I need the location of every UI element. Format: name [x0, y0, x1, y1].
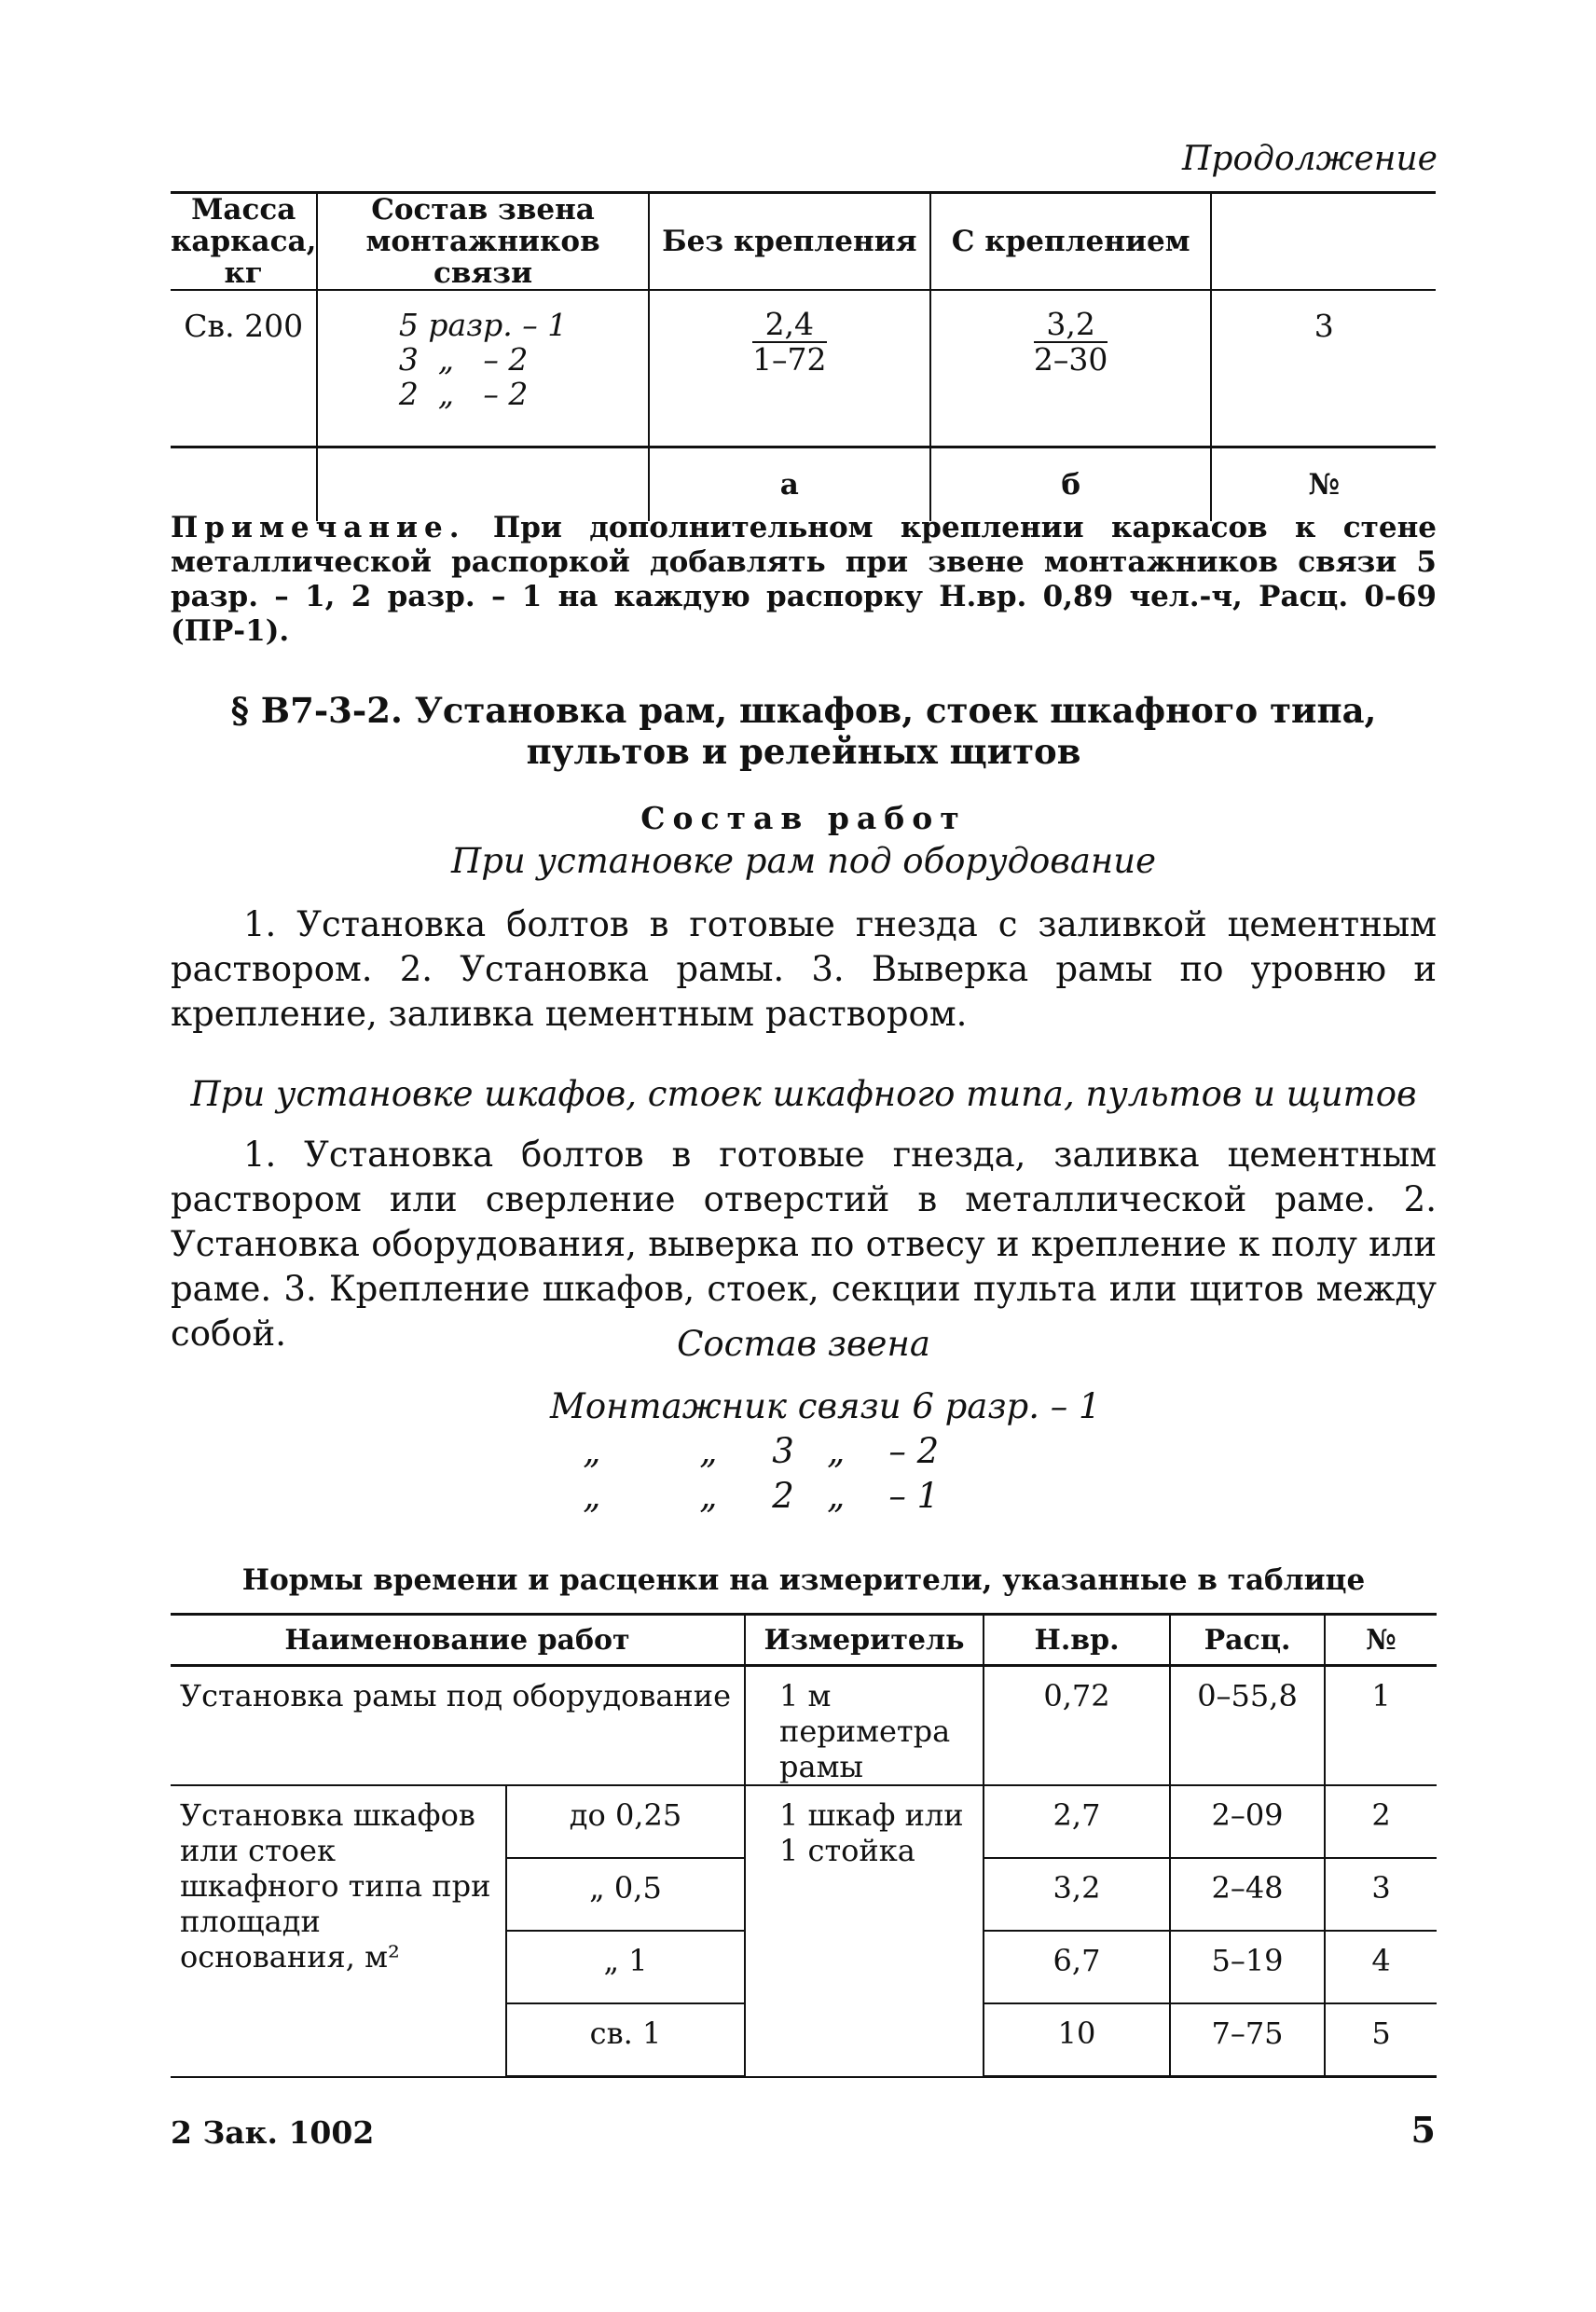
table-row [171, 1785, 1437, 1858]
crew-line: 2 „ – 2 [398, 376, 529, 412]
area: св. 1 [506, 2003, 745, 2077]
page-number: 5 [1410, 2109, 1436, 2151]
header-rate: Расц. [1170, 1615, 1325, 1666]
number: 2 [1325, 1785, 1437, 1858]
rate: 5–19 [1170, 1931, 1325, 2003]
crew-list [399, 308, 567, 411]
footer-col-b: б [930, 447, 1211, 522]
number: 4 [1325, 1931, 1437, 2003]
no-fix-cell [649, 290, 930, 447]
cabinets-heading: При установке шкафов, стоек шкафного типа, пультов и щитов [190, 1074, 1417, 1114]
crew-title: Состав звена [677, 1324, 930, 1364]
norms-table [171, 1613, 1437, 2078]
number: 1 [1325, 1666, 1437, 1786]
number: 5 [1325, 2003, 1437, 2077]
header-mass: Масса каркаса, кг [171, 193, 317, 290]
unit: 1 м периметра рамы [745, 1666, 984, 1786]
crew-cell [317, 290, 648, 447]
order-number: 2 Зак. 1002 [171, 2114, 375, 2151]
area: „ 1 [506, 1931, 745, 2003]
frames-text: 1. Установка болтов в готовые гнезда с заливкой цементным раствором. 2. Установка рамы. 3. Выверка рамы по уровню и крепление, заливка цементным раствором. [171, 904, 1437, 1034]
no-fix-rate: 1–72 [752, 341, 827, 378]
with-fix-time: 3,2 [1034, 308, 1108, 343]
table-row [171, 1666, 1437, 1786]
mass-value: Св. 200 [171, 290, 317, 447]
area: до 0,25 [506, 1785, 745, 1858]
crew-line: 5 разр. – 1 [398, 307, 568, 343]
header-number: № [1325, 1615, 1437, 1666]
time: 3,2 [984, 1858, 1170, 1931]
crew-member: „ „ 3 „ – 2 [550, 1431, 940, 1471]
section-title-line-1: § В7-3-2. Установка рам, шкафов, стоек шкафного типа, [230, 690, 1377, 731]
mass-table [171, 191, 1436, 521]
work-name: Установка шкафов или стоек шкафного типа при площади основания, м² [171, 1785, 506, 2077]
with-fix-fraction [1034, 308, 1108, 377]
note-label: Примечание. [171, 511, 466, 544]
row-number: 3 [1211, 290, 1436, 447]
mass-table-row [171, 290, 1436, 447]
section-title [171, 690, 1437, 772]
frames-heading: При установке рам под оборудование [450, 841, 1156, 881]
footer-col-a: а [649, 447, 930, 522]
rate: 0–55,8 [1170, 1666, 1325, 1786]
unit: 1 шкаф или 1 стойка [745, 1785, 984, 2077]
work-composition-heading: Состав работ [640, 800, 967, 836]
header-crew: Состав звена монтажников связи [317, 193, 648, 291]
time: 6,7 [984, 1931, 1170, 2003]
header-with-fix: С креплением [930, 193, 1211, 291]
rate: 7–75 [1170, 2003, 1325, 2077]
crew-member: „ „ 2 „ – 1 [550, 1476, 940, 1516]
header-empty [1211, 193, 1436, 291]
rate: 2–09 [1170, 1785, 1325, 1858]
crew-line: 3 „ – 2 [398, 341, 529, 378]
no-fix-time: 2,4 [752, 308, 827, 343]
continuation-label: Продолжение [1182, 140, 1438, 178]
time: 10 [984, 2003, 1170, 2077]
area: „ 0,5 [506, 1858, 745, 1931]
with-fix-cell [930, 290, 1211, 447]
note-text: При дополнительном креплении каркасов к стене металлической распоркой добавлять при звене монтажников связи 5 разр. – 1, 2 разр. – 1 на каждую распорку Н.вр. 0,89 чел.-ч, Расц. 0-69 (ПР-1). [171, 511, 1437, 648]
rate: 2–48 [1170, 1858, 1325, 1931]
header-unit: Измеритель [745, 1615, 984, 1666]
cabinets-text: 1. Установка болтов в готовые гнезда, заливка цементным раствором или сверление отверстий в металлической раме. 2. Установка оборудования, выверка по отвесу и крепление к полу или раме. 3. Крепление шкафов, стоек, секции пульта или щитов между собой. [171, 1135, 1437, 1354]
section-title-line-2: пультов и релейных щитов [526, 731, 1081, 772]
no-fix-fraction [752, 308, 827, 377]
norms-table-header [171, 1615, 1437, 1666]
table-caption: Нормы времени и расценки на измерители, указанные в таблице [241, 1563, 1366, 1597]
mass-table-header [171, 193, 1436, 291]
time: 2,7 [984, 1785, 1170, 1858]
with-fix-rate: 2–30 [1033, 341, 1108, 378]
header-work-name: Наименование работ [171, 1615, 745, 1666]
number: 3 [1325, 1858, 1437, 1931]
footer-col-number: № [1211, 447, 1436, 522]
work-name: Установка рамы под оборудование [171, 1666, 745, 1786]
header-no-fix: Без крепления [649, 193, 930, 291]
crew-member: Монтажник связи 6 разр. – 1 [550, 1386, 1101, 1426]
note [171, 511, 1437, 649]
header-time: Н.вр. [984, 1615, 1170, 1666]
crew-composition [550, 1384, 1101, 1519]
time: 0,72 [984, 1666, 1170, 1786]
